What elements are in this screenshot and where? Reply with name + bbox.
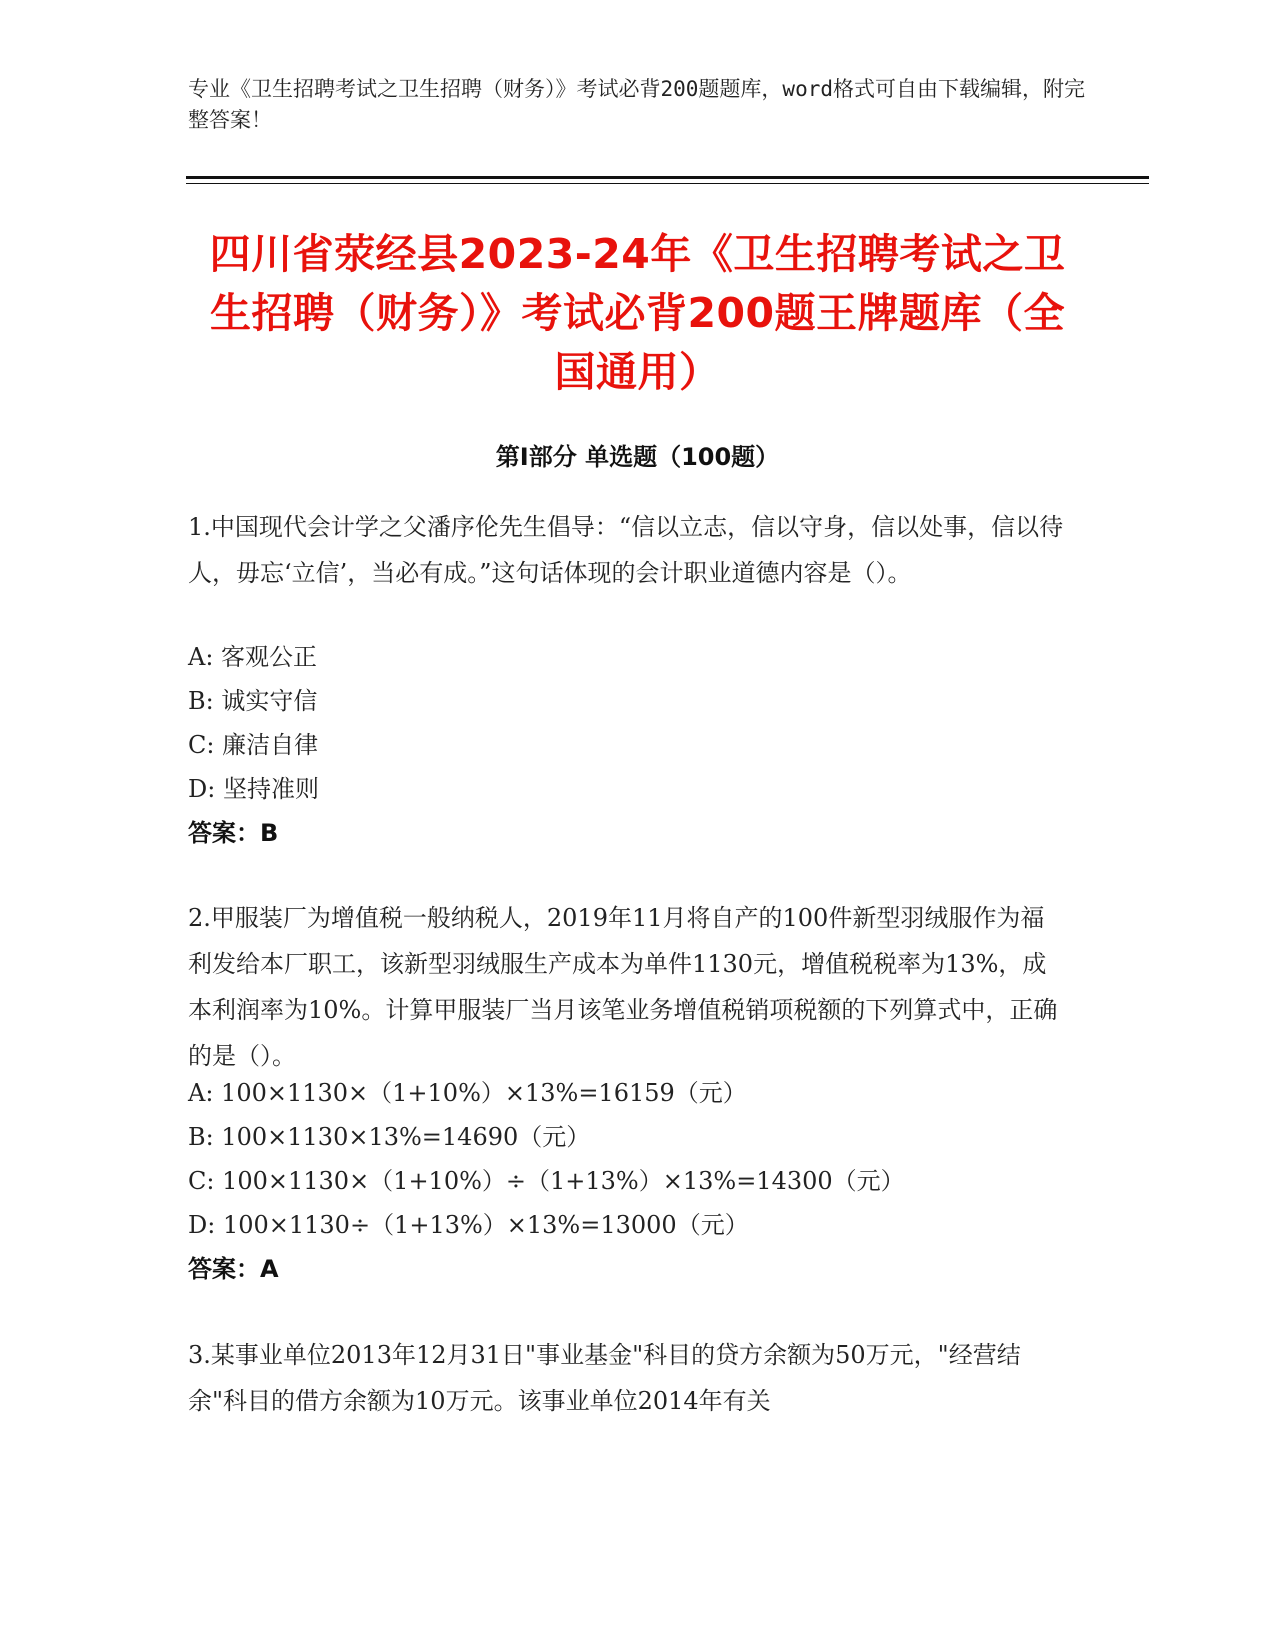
question-2-option-a: A: 100×1130×（1+10%）×13%=16159（元）: [188, 1079, 747, 1107]
question-1-option-c: C: 廉洁自律: [188, 731, 319, 759]
header-rule-thick: [186, 176, 1149, 179]
header-rule-thin: [186, 183, 1149, 184]
question-1-answer: 答案：B: [188, 819, 279, 847]
section-heading: 第I部分 单选题（100题）: [495, 443, 780, 471]
question-2-text: 2.甲服装厂为增值税一般纳税人，2019年11月将自产的100件新型羽绒服作为福利发给本厂职工，该新型羽绒服生产成本为单件1130元，增值税税率为13%，成本利润率为10%。计算甲服装厂当月该笔业务增值税销项税额的下列算式中，正确的是（）。: [188, 904, 1058, 1070]
question-1-option-b: B: 诚实守信: [188, 687, 318, 715]
header-note: 专业《卫生招聘考试之卫生招聘（财务）》考试必背200题题库，word格式可自由下载编辑，附完整答案！: [188, 77, 1085, 132]
question-1-text: 1.中国现代会计学之父潘序伦先生倡导：“信以立志，信以守身，信以处事，信以待人，毋忘‘立信’，当必有成。”这句话体现的会计职业道德内容是（）。: [188, 513, 1064, 587]
question-1-option-d: D: 坚持准则: [188, 775, 319, 803]
question-3-text: 3.某事业单位2013年12月31日"事业基金"科目的贷方余额为50万元，"经营结余"科目的借方余额为10万元。该事业单位2014年有关: [188, 1341, 1021, 1415]
question-2-option-d: D: 100×1130÷（1+13%）×13%=13000（元）: [188, 1211, 749, 1239]
question-1-option-a: A: 客观公正: [188, 643, 318, 671]
question-2-option-b: B: 100×1130×13%=14690（元）: [188, 1123, 591, 1151]
question-2-option-c: C: 100×1130×（1+10%）÷（1+13%）×13%=14300（元）: [188, 1167, 905, 1195]
question-2-answer: 答案：A: [188, 1255, 279, 1283]
document-title: 四川省荥经县2023-24年《卫生招聘考试之卫生招聘（财务）》考试必背200题王牌题库（全国通用）: [209, 230, 1066, 396]
